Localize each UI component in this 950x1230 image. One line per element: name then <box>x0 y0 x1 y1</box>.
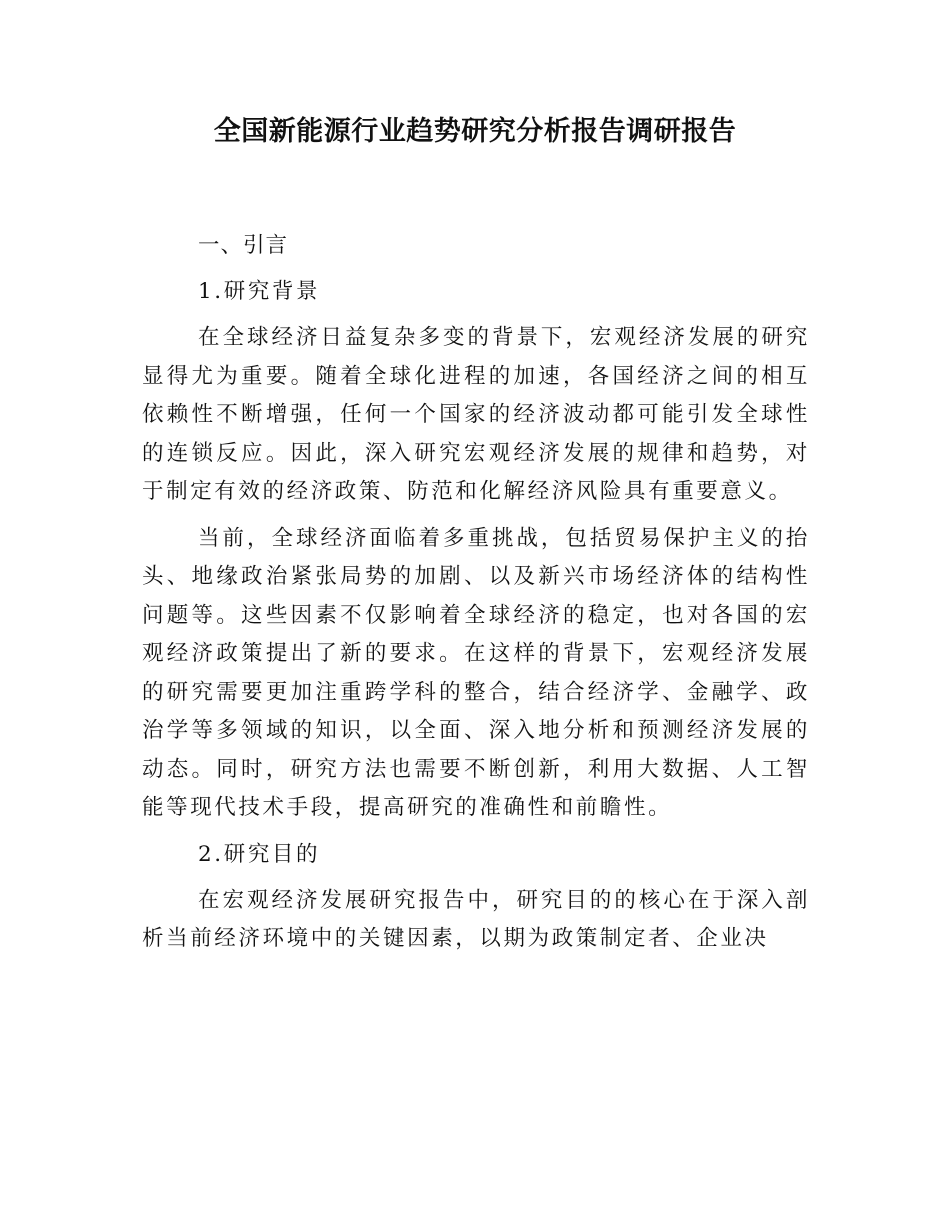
subsection-heading-research-purpose: 2.研究目的 <box>198 841 321 867</box>
subsection-heading-research-background: 1.研究背景 <box>198 279 321 304</box>
paragraph-background-2: 当前，全球经济面临着多重挑战，包括贸易保护主义的抬头、地缘政治紧张局势的加剧、以及新兴市场经济体的结构性问题等。这些因素不仅影响着全球经济的稳定，也对各国的宏观经济政策提出了新的要求。在这样的背景下，宏观经济发展的研究需要更加注重跨学科的整合，结合经济学、金融学、政治学等多领域的知识，以全面、深入地分析和预测经济发展的动态。同时，研究方法也需要不断创新，利用大数据、人工智能等现代技术手段，提高研究的准确性和前瞻性。 <box>142 525 810 820</box>
document-title: 全国新能源行业趋势研究分析报告调研报告 <box>213 116 737 147</box>
paragraph-purpose-1: 在宏观经济发展研究报告中，研究目的的核心在于深入剖析当前经济环境中的关键因素，以期为政策制定者、企业决 <box>142 887 810 951</box>
paragraph-background-1: 在全球经济日益复杂多变的背景下，宏观经济发展的研究显得尤为重要。随着全球化进程的加速，各国经济之间的相互依赖性不断增强，任何一个国家的经济波动都可能引发全球性的连锁反应。因此，深入研究宏观经济发展的规律和趋势，对于制定有效的经济政策、防范和化解经济风险具有重要意义。 <box>142 325 810 504</box>
document-body <box>142 227 810 967</box>
section-heading-introduction: 一、引言 <box>198 233 289 258</box>
